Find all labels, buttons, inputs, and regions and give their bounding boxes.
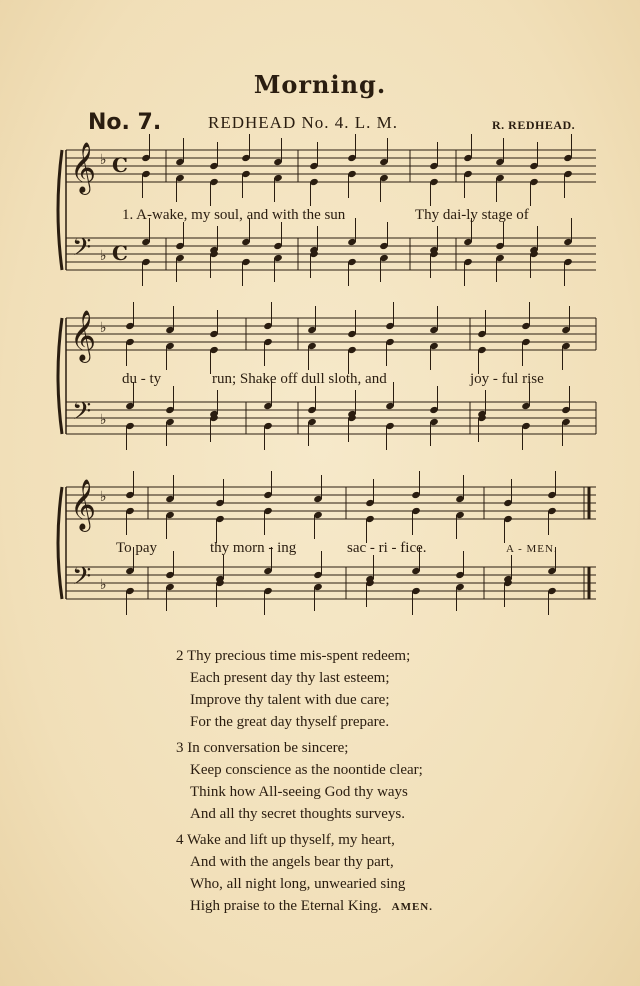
stanza-3 <box>176 737 423 825</box>
stanza-line: And all thy secret thoughts surveys. <box>190 806 405 822</box>
stanza-line: Who, all night long, unwearied sing <box>190 876 406 892</box>
treble-clef: 𝄞 <box>70 479 97 530</box>
flat-sign: ♭ <box>100 412 107 428</box>
lyric-line-2a: du - ty <box>122 371 162 387</box>
bass-clef: 𝄢 <box>72 562 92 597</box>
stanza-line: Each present day thy last esteem; <box>190 670 390 686</box>
treble-clef: 𝄞 <box>70 310 97 361</box>
stanza-line: 2 Thy precious time mis-spent redeem; <box>176 648 411 664</box>
lyric-line-1a: 1. A-wake, my soul, and with the sun <box>122 207 346 223</box>
stanza-line: 3 In conversation be sincere; <box>176 740 349 756</box>
stanza-line: 4 Wake and lift up thyself, my heart, <box>176 832 395 848</box>
amen-lyric: A - MEN. <box>506 543 558 555</box>
amen-final: AMEN. <box>391 901 433 913</box>
flat-sign: ♭ <box>100 248 107 264</box>
flat-sign: ♭ <box>100 152 107 168</box>
common-time: C <box>112 241 128 265</box>
lyric-line-2b: run; Shake off dull sloth, and <box>212 371 387 387</box>
stanza-line: And with the angels bear thy part, <box>190 854 394 870</box>
stanza-line: Improve thy talent with due care; <box>190 692 390 708</box>
system-brace <box>58 318 62 434</box>
composer: R. REDHEAD. <box>492 118 576 132</box>
common-time: C <box>112 153 128 177</box>
lyric-line-3a: To pay <box>116 540 158 556</box>
stanza-line: For the great day thyself prepare. <box>190 714 390 730</box>
flat-sign: ♭ <box>100 320 107 336</box>
stanza-2 <box>176 645 410 733</box>
lyric-line-3c: sac - ri - fice. <box>347 540 427 556</box>
stanza-line <box>176 895 433 918</box>
tune-name: REDHEAD No. 4. L. M. <box>208 113 398 132</box>
lyric-line-1b: Thy dai-ly stage of <box>415 207 529 223</box>
bass-clef: 𝄢 <box>72 397 92 432</box>
bass-clef: 𝄢 <box>72 233 92 268</box>
stanza-line: Keep conscience as the noontide clear; <box>190 762 423 778</box>
flat-sign: ♭ <box>100 489 107 505</box>
hymn-title: Morning. <box>253 70 387 99</box>
stanza-line: Think how All-seeing God thy ways <box>190 784 408 800</box>
hymn-number: No. 7. <box>88 110 162 135</box>
lyric-line-2c: joy - ful rise <box>470 371 544 387</box>
system-brace <box>58 150 62 270</box>
flat-sign: ♭ <box>100 577 107 593</box>
system-brace <box>58 487 62 599</box>
stanza-4 <box>176 829 433 918</box>
treble-clef: 𝄞 <box>70 142 97 193</box>
lyric-line-3b: thy morn - ing <box>210 540 297 556</box>
stanza-line-text: High praise to the Eternal King. <box>190 898 382 914</box>
